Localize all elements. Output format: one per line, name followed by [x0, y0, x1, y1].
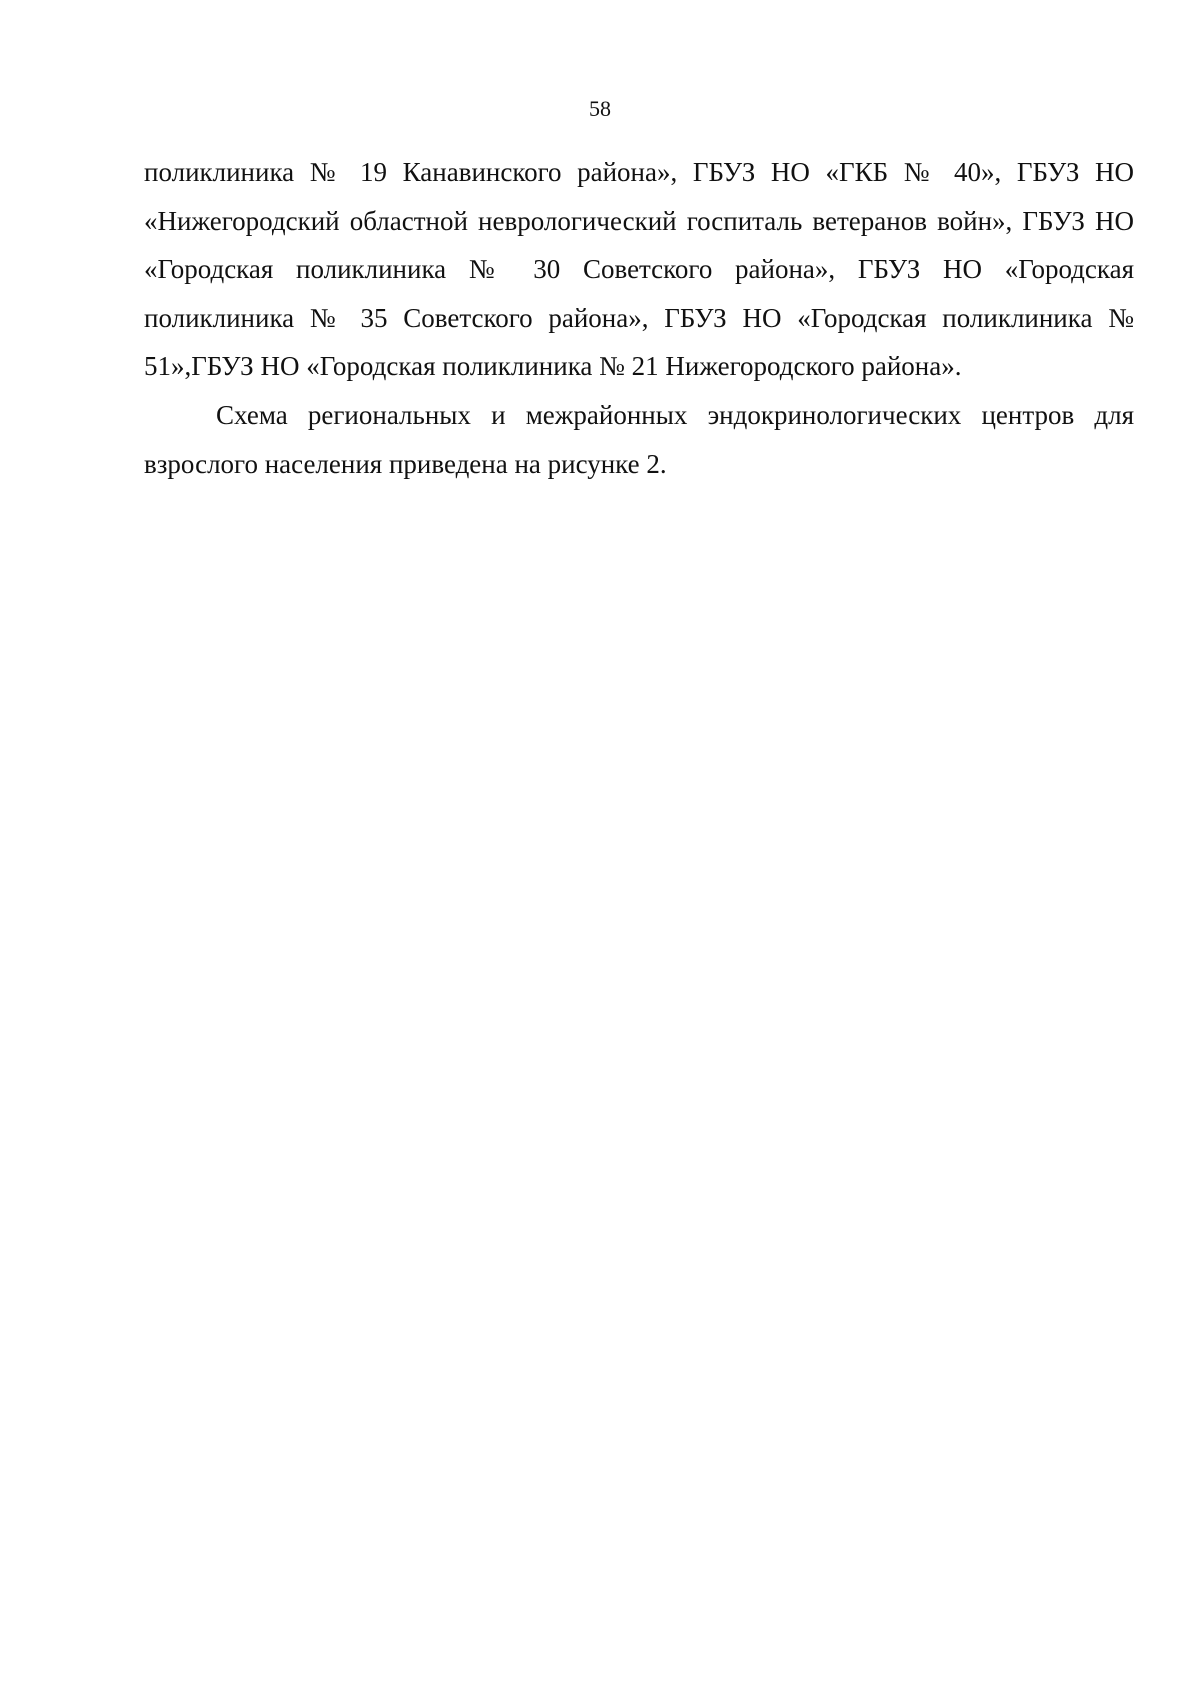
paragraph-institution-list: поликлиника № 19 Канавинского района», ГБУЗ НО «ГКБ № 40», ГБУЗ НО «Нижегородский областной неврологический госпиталь ветеранов войн», ГБУЗ НО «Городская поликлиника № 30 Советского района», ГБУЗ НО «Городская поликлиника № 35 Советского района», ГБУЗ НО «Городская поликлиника № 51»,ГБУЗ НО «Городская поликлиника № 21 Нижегородского района». — [144, 157, 1134, 382]
paragraph-figure-reference: Схема региональных и межрайонных эндокринологических центров для взрослого населения приведена на рисунке 2. — [144, 399, 1134, 479]
page-number: 58 — [589, 96, 611, 121]
body-text — [144, 148, 1134, 488]
